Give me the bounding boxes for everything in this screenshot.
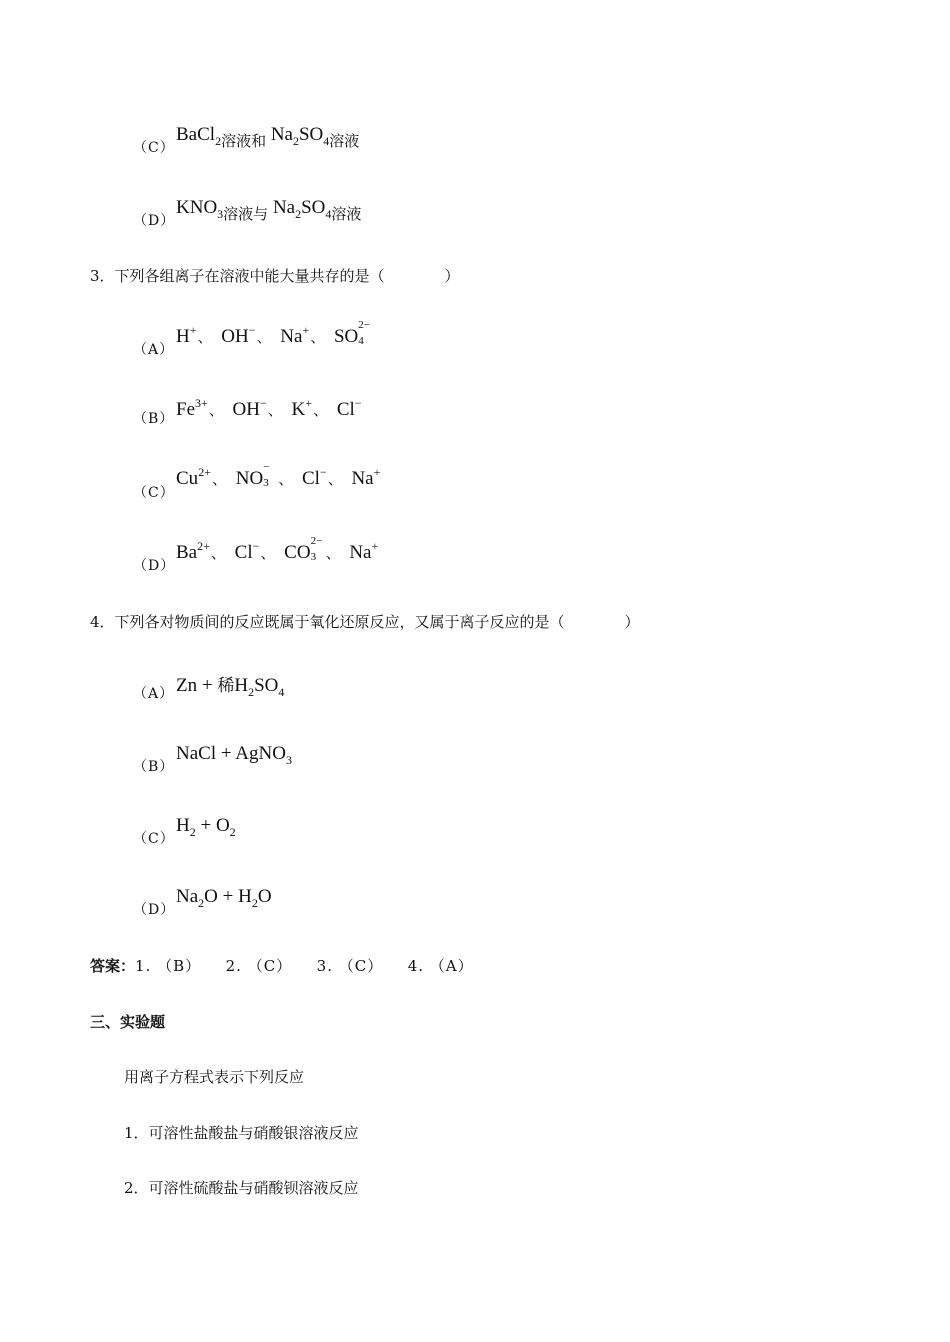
reaction-q4-d: $Na_2O + H_2O$: [176, 886, 272, 910]
option-label-q2-d: （D）: [133, 213, 176, 229]
option-label-q3-c: （C）: [133, 485, 175, 501]
ions-q3-b: $Fe^{3+}$、 OH−、 K+、 Cl−: [176, 396, 362, 420]
ions-q3-a: H+、 OH−、 Na+、 SO 2− 4: [176, 319, 370, 347]
ions-q3-d: $Ba^{2+}$、 Cl−、 CO 2− 3 、 Na+: [176, 535, 379, 563]
question-3-stem: 3．下列各组离子在溶液中能大量共存的是（ ）: [90, 267, 460, 285]
section-item-2: 2．可溶性硫酸盐与硝酸钡溶液反应: [124, 1179, 359, 1197]
option-label-q3-a: （A）: [133, 342, 175, 358]
reaction-q4-c: $H_2 + O_2$: [176, 815, 236, 839]
option-label-q3-b: （B）: [133, 411, 175, 427]
formula-q2-c: BaCl$_{2溶液和}$ $Na_2SO_{4溶液}$: [176, 124, 360, 150]
section-item-1: 1．可溶性盐酸盐与硝酸银溶液反应: [124, 1124, 359, 1142]
option-label-q2-c: （C）: [133, 140, 175, 156]
reaction-q4-a: Zn + 稀$H_2SO_4$: [176, 675, 285, 699]
option-label-q3-d: （D）: [133, 558, 176, 574]
section-heading: 三、实验题: [90, 1013, 166, 1031]
question-4-stem: 4．下列各对物质间的反应既属于氧化还原反应，又属于离子反应的是（ ）: [90, 613, 640, 631]
answer-title: 答案：: [90, 957, 136, 975]
answer-line: [90, 955, 474, 976]
formula-text: BaCl: [176, 124, 216, 145]
section-intro: 用离子方程式表示下列反应: [124, 1068, 305, 1086]
option-label-q4-d: （D）: [133, 902, 176, 918]
formula-q2-d: $KNO_{3溶液与}$ $Na_2SO_{4溶液}$: [176, 197, 362, 223]
option-label-q4-b: （B）: [133, 759, 175, 775]
option-label-q4-c: （C）: [133, 831, 175, 847]
answer-text: 1. （B） 2. （C） 3. （C） 4. （A）: [135, 957, 474, 975]
ions-q3-c: $Cu^{2+}$、 NO − 3 、 Cl−、 Na+: [176, 461, 381, 489]
option-label-q4-a: （A）: [133, 686, 175, 702]
reaction-q4-b: NaCl + AgNO$_3$: [176, 743, 292, 767]
